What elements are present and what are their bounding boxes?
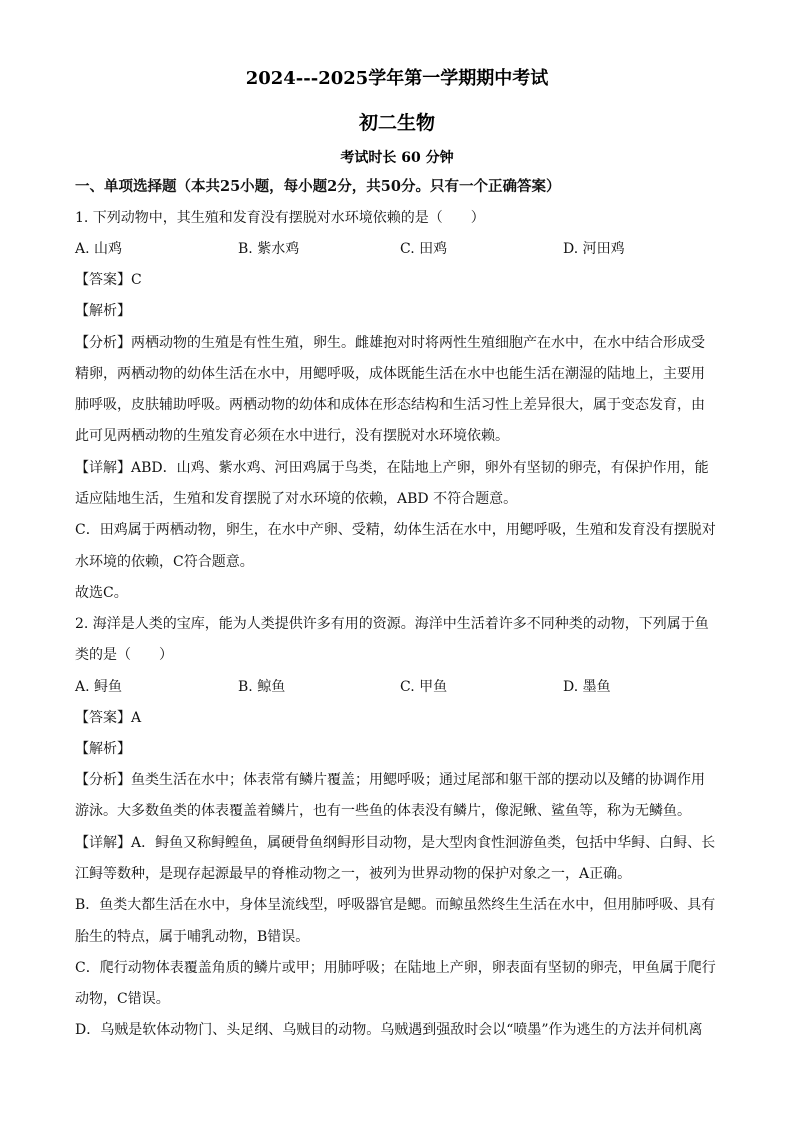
analysis-line: 精卵，两栖动物的幼体生活在水中，用鳃呼吸，成体既能生活在水中也能生活在潮湿的陆地上，主要用	[75, 366, 705, 382]
question-2-analysis-label: 【解析】	[75, 741, 131, 757]
analysis-line: 胎生的特点，属于哺乳动物，B错误。	[75, 929, 310, 945]
analysis-line: 动物，C错误。	[75, 991, 170, 1007]
analysis-line: 游泳。大多数鱼类的体表覆盖着鳞片，也有一些鱼的体表没有鳞片，像泥鳅、鲨鱼等，称为无鳞鱼。	[75, 803, 691, 819]
analysis-line: D．乌贼是软体动物门、头足纲、乌贼目的动物。乌贼遇到强敌时会以“喷墨”作为逃生的方法并伺机离	[75, 1022, 703, 1038]
question-2-stem: 类的是（ ）	[75, 647, 173, 663]
analysis-line: 【分析】两栖动物的生殖是有性生殖，卵生。雌雄抱对时将两性生殖细胞产在水中，在水中结合形成受	[75, 335, 705, 351]
option-a: A. 鲟鱼	[75, 679, 123, 695]
option-c: C. 田鸡	[400, 241, 448, 257]
option-d: D. 墨鱼	[563, 679, 611, 695]
analysis-line: 江鲟等数种，是现存起源最早的脊椎动物之一，被列为世界动物的保护对象之一，A正确。	[75, 866, 632, 882]
question-2-stem: 2. 海洋是人类的宝库，能为人类提供许多有用的资源。海洋中生活着许多不同种类的动物，下列属于鱼	[75, 616, 709, 632]
option-b: B. 紫水鸡	[238, 241, 300, 257]
question-1-stem: 1. 下列动物中，其生殖和发育没有摆脱对水环境依赖的是（ ）	[75, 210, 485, 226]
question-1-answer: 【答案】C	[75, 272, 142, 288]
question-1-analysis-label: 【解析】	[75, 303, 131, 319]
exam-duration: 考试时长 60 分钟	[340, 150, 454, 166]
question-2-answer: 【答案】A	[75, 710, 142, 726]
analysis-line: 【详解】A．鲟鱼又称鲟鳇鱼，属硬骨鱼纲鲟形目动物，是大型肉食性洄游鱼类，包括中华鲟、白鲟、长	[75, 835, 716, 851]
analysis-line: 故选C。	[75, 585, 128, 601]
analysis-line: 肺呼吸，皮肤辅助呼吸。两栖动物的幼体和成体在形态结构和生活习性上差异很大，属于变态发育，由	[75, 397, 705, 413]
option-b: B. 鲸鱼	[238, 679, 286, 695]
exam-title: 2024---2025学年第一学期期中考试	[245, 68, 549, 89]
option-a: A. 山鸡	[75, 241, 123, 257]
analysis-line: C．爬行动物体表覆盖角质的鳞片或甲；用肺呼吸；在陆地上产卵，卵表面有坚韧的卵壳，甲鱼属于爬行	[75, 960, 716, 976]
analysis-line: 水环境的依赖，C符合题意。	[75, 554, 254, 570]
option-c: C. 甲鱼	[400, 679, 448, 695]
section-heading: 一、单项选择题（本共25小题，每小题2分，共50分。只有一个正确答案）	[75, 178, 561, 195]
option-d: D. 河田鸡	[563, 241, 625, 257]
analysis-line: C．田鸡属于两栖动物，卵生，在水中产卵、受精，幼体生活在水中，用鳃呼吸，生殖和发育没有摆脱对	[75, 522, 716, 538]
analysis-line: B．鱼类大都生活在水中，身体呈流线型，呼吸器官是鳃。而鲸虽然终生生活在水中，但用肺呼吸、具有	[75, 897, 716, 913]
analysis-line: 【详解】ABD．山鸡、紫水鸡、河田鸡属于鸟类，在陆地上产卵，卵外有坚韧的卵壳，有保护作用，能	[75, 460, 709, 476]
question-2-options	[75, 677, 720, 697]
analysis-line: 【分析】鱼类生活在水中；体表常有鳞片覆盖；用鳃呼吸；通过尾部和躯干部的摆动以及鳍的协调作用	[75, 772, 705, 788]
subject-title: 初二生物	[358, 112, 435, 134]
question-1-options	[75, 239, 720, 259]
analysis-line: 此可见两栖动物的生殖发育必须在水中进行，没有摆脱对水环境依赖。	[75, 428, 509, 444]
analysis-line: 适应陆地生活，生殖和发育摆脱了对水环境的依赖，ABD 不符合题意。	[75, 491, 518, 507]
